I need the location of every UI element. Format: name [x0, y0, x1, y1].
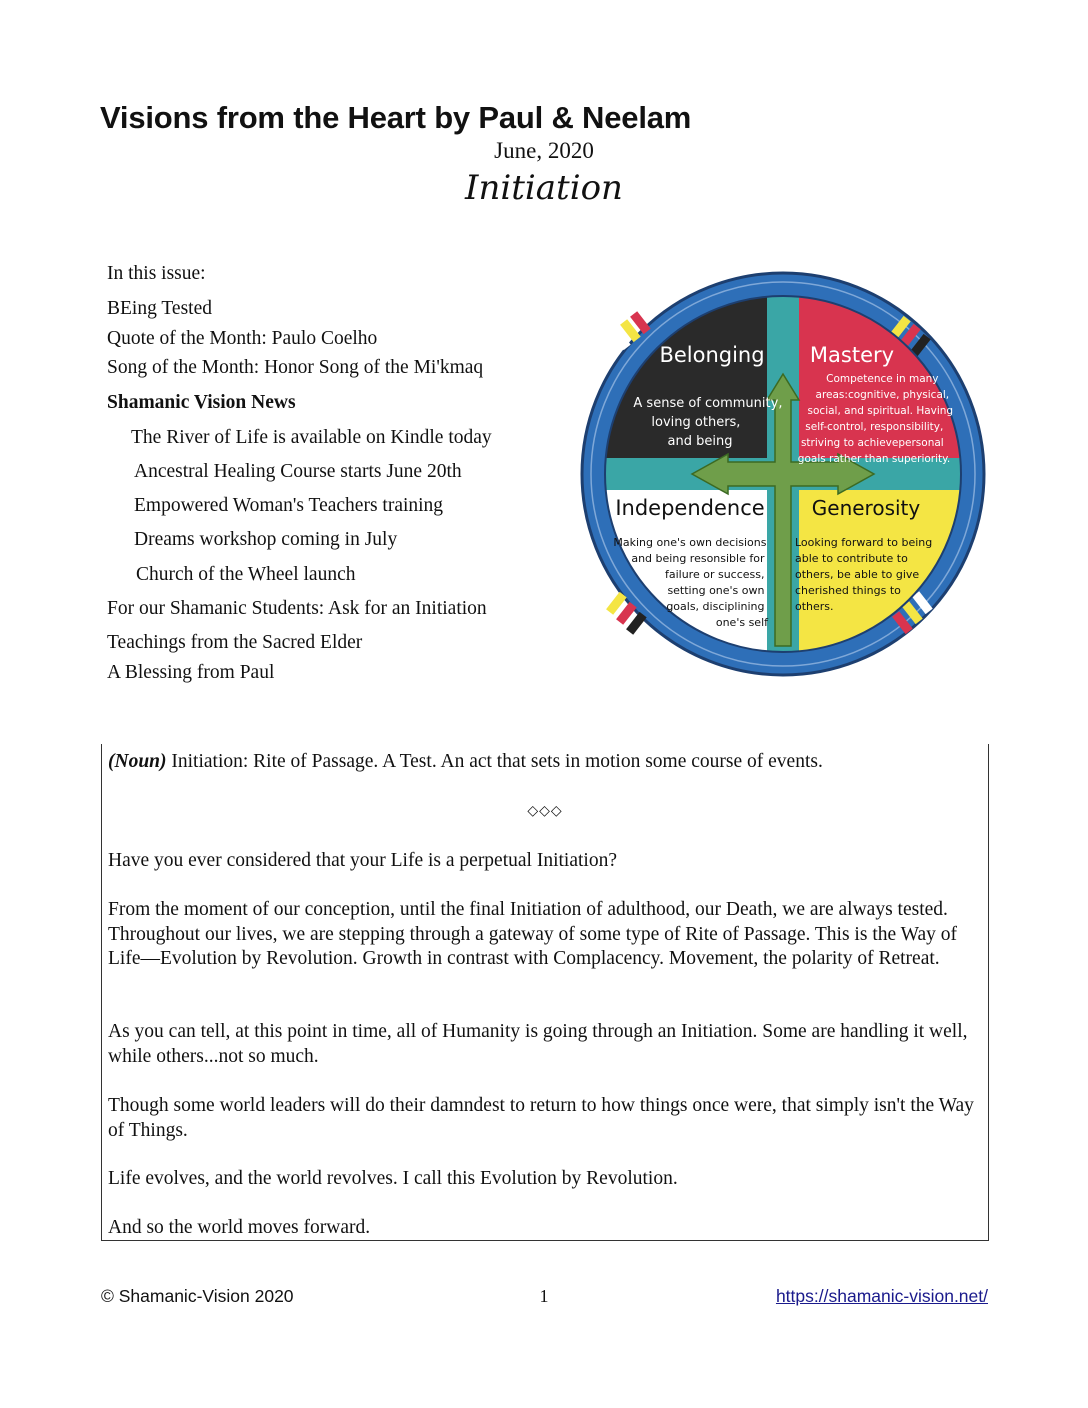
- independence-line: goals, disciplining: [666, 600, 765, 613]
- independence-line: setting one's own: [667, 584, 765, 597]
- generosity-title: Generosity: [811, 496, 921, 520]
- definition-line: [108, 750, 984, 775]
- independence-title: Independence: [615, 496, 765, 520]
- mastery-line: social, and spiritual. Having: [807, 405, 954, 417]
- toc-item[interactable]: Quote of the Month: Paulo Coelho: [107, 328, 378, 349]
- footer-website-link[interactable]: https://shamanic-vision.net/: [775, 1286, 988, 1306]
- toc-news-heading[interactable]: Shamanic Vision News: [107, 392, 296, 413]
- section-separator: ◇◇◇: [527, 804, 563, 819]
- toc-news-item[interactable]: Ancestral Healing Course starts June 20th: [134, 461, 462, 482]
- mastery-line: areas:cognitive, physical,: [815, 389, 950, 401]
- mastery-line: goals rather than superiority.: [797, 453, 951, 465]
- mastery-line: striving to achievepersonal: [800, 437, 944, 449]
- issue-date: June, 2020: [494, 138, 594, 163]
- generosity-line: others.: [795, 600, 834, 613]
- article-paragraph: Life evolves, and the world revolves. I call this Evolution by Revolution.: [108, 1168, 678, 1189]
- belonging-title: Belonging: [659, 343, 765, 367]
- issue-theme: Initiation: [465, 168, 623, 208]
- toc-item[interactable]: Teachings from the Sacred Elder: [107, 632, 363, 653]
- article-paragraph: And so the world moves forward.: [108, 1217, 371, 1238]
- independence-line: one's self: [715, 616, 768, 629]
- independence-line: Making one's own decisions: [613, 536, 767, 549]
- definition-term: (Noun): [108, 751, 167, 772]
- belonging-line: and being: [667, 434, 733, 449]
- article-paragraph: Though some world leaders will do their damndest to return to how things once were, that simply isn't the Way of Things.: [108, 1095, 974, 1141]
- belonging-line: loving others,: [651, 415, 741, 430]
- medicine-wheel-illustration: [578, 262, 988, 687]
- mastery-title: Mastery: [809, 343, 895, 367]
- generosity-line: able to contribute to: [795, 552, 908, 565]
- belonging-line: A sense of community,: [633, 396, 783, 411]
- generosity-line: others, be able to give: [795, 568, 920, 581]
- article-paragraph: Have you ever considered that your Life is a perpetual Initiation?: [108, 850, 617, 871]
- toc-item[interactable]: BEing Tested: [107, 298, 212, 319]
- toc-news-item[interactable]: Empowered Woman's Teachers training: [134, 495, 444, 516]
- independence-line: and being resonsible for: [631, 552, 765, 565]
- mastery-line: self-control, responsibility,: [805, 421, 944, 433]
- article-paragraph: From the moment of our conception, until the final Initiation of adulthood, our Death, we are always tested. Throughout our lives, we are stepping through a gateway of some type of Rite of Passage. This is the Way of Life—Evolution by Revolution. Growth in contrast with Complacency. Movement, the polarity of Retreat.: [108, 899, 958, 969]
- article-body: [101, 744, 989, 1241]
- toc-item[interactable]: For our Shamanic Students: Ask for an Initiation: [107, 598, 487, 619]
- footer-copyright: © Shamanic-Vision 2020: [101, 1286, 294, 1306]
- independence-line: failure or success,: [664, 568, 765, 581]
- article-paragraph: As you can tell, at this point in time, all of Humanity is going through an Initiation. Some are handling it well, while others...not so much.: [108, 1021, 968, 1067]
- toc-news-item[interactable]: Church of the Wheel launch: [136, 564, 356, 585]
- toc-news-item[interactable]: Dreams workshop coming in July: [134, 529, 398, 550]
- newsletter-title: Visions from the Heart by Paul & Neelam: [100, 100, 692, 135]
- page-number: 1: [539, 1286, 549, 1306]
- toc-intro: In this issue:: [107, 263, 206, 284]
- generosity-line: Looking forward to being: [795, 536, 933, 549]
- toc-news-item[interactable]: The River of Life is available on Kindle today: [131, 427, 492, 448]
- toc-item[interactable]: A Blessing from Paul: [107, 662, 275, 683]
- generosity-line: cherished things to: [795, 584, 901, 597]
- definition-text: Initiation: Rite of Passage. A Test. An act that sets in motion some course of events.: [166, 751, 823, 772]
- toc-item[interactable]: Song of the Month: Honor Song of the Mi'kmaq: [107, 357, 484, 378]
- mastery-line: Competence in many: [826, 373, 939, 385]
